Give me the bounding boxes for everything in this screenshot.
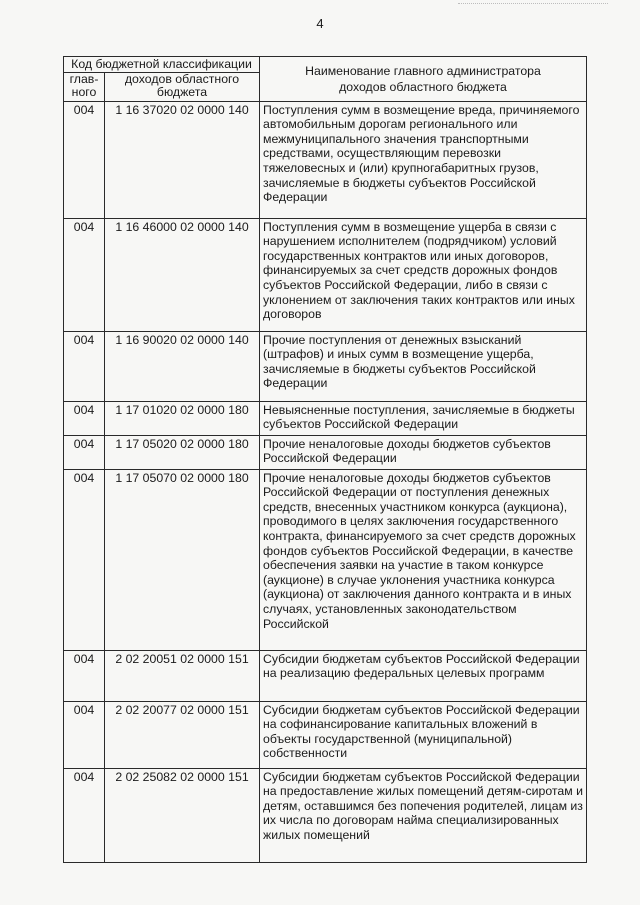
header-col-code-text: доходов областного бюджета [124,72,240,100]
header-col-name-text: Наименование главного администратора доходов областного бюджета [305,63,541,94]
table-row [64,435,587,469]
cell-code: 1 16 46000 02 0000 140 [105,218,260,331]
cell-admin: 004 [64,435,105,469]
cell-admin: 004 [64,650,105,701]
header-col-code [105,72,260,101]
cell-admin: 004 [64,101,105,218]
cell-name: Субсидии бюджетам субъектов Российской Федерации на реализацию федеральных целевых программ [260,650,587,701]
scan-top-line [458,3,608,4]
table-header [64,57,587,102]
cell-name: Субсидии бюджетам субъектов Российской Федерации на софинансирование капитальных вложений в объекты государственной (муниципальной) собственности [260,701,587,768]
table-body [64,101,587,862]
cell-admin: 004 [64,701,105,768]
header-col-admin-text: глав- ного [69,72,99,100]
cell-admin: 004 [64,218,105,331]
cell-code: 2 02 25082 02 0000 151 [105,768,260,862]
table-row [64,701,587,768]
table-row [64,768,587,862]
page-number: 4 [316,16,324,31]
cell-name: Прочие поступления от денежных взысканий (штрафов) и иных сумм в возмещение ущерба, зачисляемые в бюджеты субъектов Российской Федерации [260,331,587,401]
table-row [64,650,587,701]
cell-code: 1 17 05020 02 0000 180 [105,435,260,469]
cell-admin: 004 [64,768,105,862]
cell-code: 1 16 90020 02 0000 140 [105,331,260,401]
table-row [64,101,587,218]
cell-code: 2 02 20077 02 0000 151 [105,701,260,768]
cell-name: Субсидии бюджетам субъектов Российской Федерации на предоставление жилых помещений детям-сиротам и детям, оставшимся без попечения родителей, лицам из их числа по договорам найма специализированных жилых помещений [260,768,587,862]
table-row [64,218,587,331]
cell-code: 2 02 20051 02 0000 151 [105,650,260,701]
cell-code: 1 17 01020 02 0000 180 [105,401,260,435]
header-group-title: Код бюджетной классификации [64,57,260,73]
table-row [64,331,587,401]
cell-admin: 004 [64,401,105,435]
table-row [64,469,587,650]
budget-classification-table [63,56,587,863]
cell-admin: 004 [64,331,105,401]
cell-name: Прочие неналоговые доходы бюджетов субъектов Российской Федерации [260,435,587,469]
cell-code: 1 17 05070 02 0000 180 [105,469,260,650]
cell-name: Поступления сумм в возмещение ущерба в связи с нарушением исполнителем (подрядчиком) условий государственных контрактов или иных договоров, финансируемых за счет средств дорожных фондов субъектов Российской Федерации, либо в связи с уклонением от заключения таких контрактов или иных договоров [260,218,587,331]
cell-name: Невыясненные поступления, зачисляемые в бюджеты субъектов Российской Федерации [260,401,587,435]
cell-name: Поступления сумм в возмещение вреда, причиняемого автомобильным дорогам регионального или межмуниципального значения транспортными средствами, осуществляющим перевозки тяжеловесных и (или) крупногабаритных грузов, зачисляемые в бюджеты субъектов Российской Федерации [260,101,587,218]
cell-name: Прочие неналоговые доходы бюджетов субъектов Российской Федерации от поступления денежных средств, внесенных участником конкурса (аукциона), проводимого в целях заключения государственного контракта, финансируемого за счет средств дорожных фондов субъектов Российской Федерации, в качестве обеспечения заявки на участие в таком конкурсе (аукционе) в случае уклонения участника конкурса (аукциона) от заключения данного контракта и в иных случаях, установленных законодательством Российской [260,469,587,650]
table-row [64,401,587,435]
header-col-admin [64,72,105,101]
cell-admin: 004 [64,469,105,650]
cell-code: 1 16 37020 02 0000 140 [105,101,260,218]
header-col-name [260,57,587,102]
